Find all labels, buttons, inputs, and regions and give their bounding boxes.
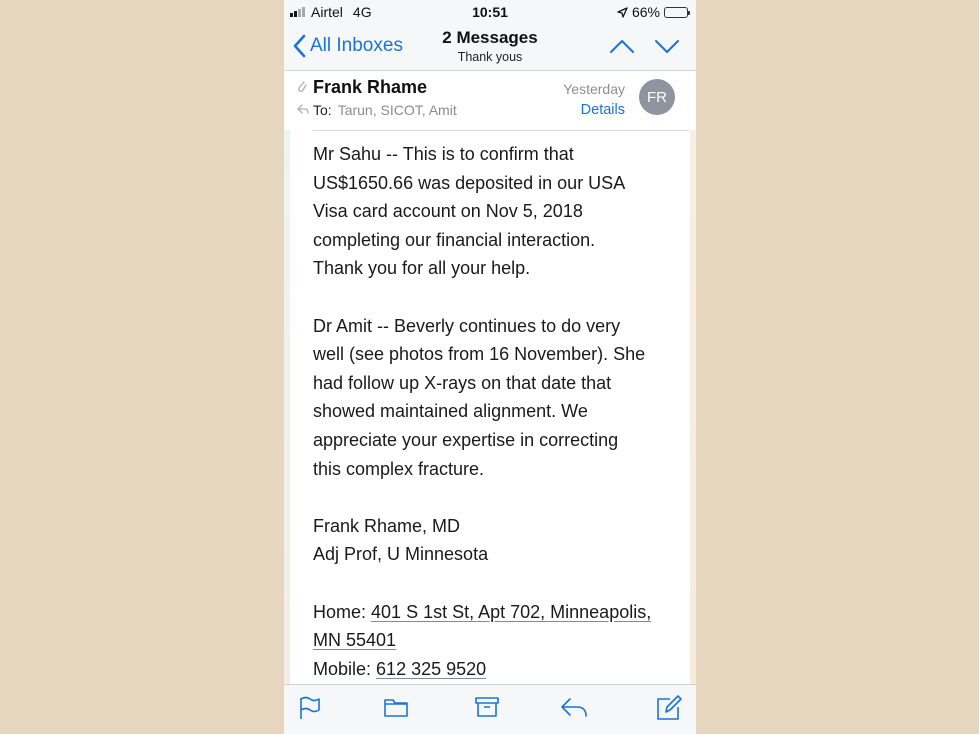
- body-line: US$1650.66 was deposited in our USA: [313, 172, 626, 193]
- paragraph-gap: [313, 483, 675, 512]
- mobile-label: Mobile:: [313, 658, 372, 679]
- reply-button[interactable]: [559, 695, 589, 719]
- status-right: [617, 4, 688, 20]
- recipients[interactable]: Tarun, SICOT, Amit: [337, 102, 457, 118]
- battery-icon: [664, 7, 688, 18]
- header-status-icons: [296, 80, 310, 120]
- network-type: 4G: [352, 4, 372, 20]
- details-link[interactable]: Details: [580, 102, 625, 118]
- phone-screen: [284, 0, 696, 734]
- body-line: Dr Amit -- Beverly continues to do very: [313, 315, 621, 336]
- home-label: Home:: [313, 601, 367, 622]
- message-body: [313, 140, 675, 683]
- status-bar: [284, 0, 696, 22]
- header-divider: [313, 130, 689, 131]
- body-line: Mr Sahu -- This is to confirm that: [313, 144, 574, 164]
- bottom-toolbar: [284, 684, 696, 734]
- sender-name[interactable]: Frank Rhame: [313, 77, 428, 97]
- home-address-line: [313, 598, 675, 627]
- body-line: this complex fracture.: [313, 458, 485, 479]
- body-line: showed maintained alignment. We: [313, 401, 588, 422]
- nav-title-group: [394, 28, 586, 64]
- folder-button[interactable]: [383, 695, 409, 719]
- home-address-line-2: [313, 626, 675, 655]
- right-edge-shade: [690, 130, 696, 690]
- body-line: appreciate your expertise in correcting: [313, 429, 619, 450]
- signature-name: Frank Rhame, MD: [313, 515, 461, 536]
- body-line: completing our financial interaction.: [313, 229, 596, 250]
- location-icon: [617, 7, 628, 18]
- nav-title: 2 Messages: [442, 28, 538, 47]
- phone-link[interactable]: 612 325 9520: [376, 658, 487, 679]
- avatar[interactable]: FR: [639, 79, 675, 115]
- replied-icon: [296, 103, 310, 115]
- signature-title: Adj Prof, U Minnesota: [313, 544, 489, 565]
- nav-bar: [284, 22, 696, 71]
- address-link-2[interactable]: MN 55401: [313, 630, 397, 651]
- mobile-line: [313, 655, 675, 684]
- body-line: had follow up X-rays on that date that: [313, 372, 612, 393]
- to-label: To:: [313, 102, 332, 118]
- left-edge-shade: [284, 130, 290, 690]
- paragraph-gap: [313, 283, 675, 312]
- body-line: Thank you for all your help.: [313, 258, 531, 279]
- paragraph-gap: [313, 569, 675, 598]
- flag-button[interactable]: [298, 695, 322, 721]
- body-line: Visa card account on Nov 5, 2018: [313, 201, 583, 222]
- back-label: All Inboxes: [310, 35, 403, 56]
- address-link[interactable]: 401 S 1st St, Apt 702, Minneapolis,: [371, 601, 652, 622]
- body-line: well (see photos from 16 November). She: [313, 344, 646, 365]
- archive-button[interactable]: [474, 695, 500, 719]
- next-message-button[interactable]: [654, 36, 680, 56]
- nav-subtitle: Thank yous: [457, 50, 523, 64]
- previous-message-button[interactable]: [609, 36, 635, 56]
- recipients-line: [313, 102, 457, 118]
- status-time: 10:51: [472, 4, 508, 20]
- chevron-left-icon: [292, 34, 306, 58]
- attachment-icon: [296, 80, 308, 94]
- message-header: [284, 71, 696, 131]
- carrier-name: Airtel: [311, 4, 343, 20]
- battery-percent: 66%: [631, 4, 660, 20]
- back-button[interactable]: [292, 34, 403, 58]
- compose-button[interactable]: [656, 695, 682, 721]
- message-date: Yesterday: [563, 81, 625, 97]
